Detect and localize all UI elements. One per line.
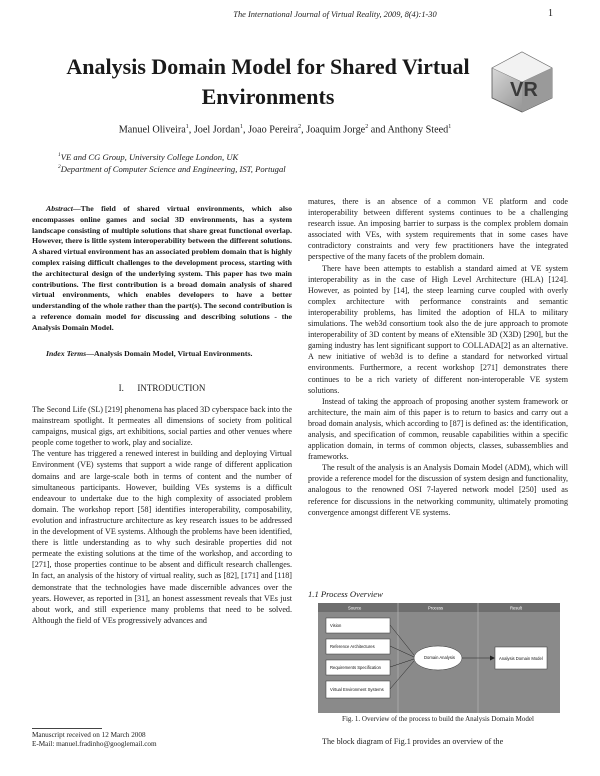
affiliation-2: $^2$Department of Computer Science and Engineering, IST, Portugal xyxy=(58,164,286,174)
right-paragraph-3: Instead of taking the approach of proposing another system framework or architecture, the main aim of this paper is to return to basics and carry out a broad domain analysis, which according to [87] is defined as: the identification, analysis, and specification of common, reusable capabilities within a specific application domain, in terms of common objects, classes, subassemblies and frameworks. xyxy=(308,396,568,462)
subsection-heading: 1.1 Process Overview xyxy=(308,589,383,599)
fig-input-4: Virtual Environment Systems xyxy=(330,687,384,692)
fig-input-1: Vision xyxy=(330,623,342,628)
footnote-rule xyxy=(32,728,102,729)
fig-header-process: Process xyxy=(428,605,444,611)
author-name: Joel Jordan xyxy=(193,124,240,136)
intro-body xyxy=(32,404,292,626)
author-affiliation-mark: 2 xyxy=(365,124,369,130)
author-name: Anthony Steed xyxy=(387,124,449,136)
footnote xyxy=(32,731,157,749)
author-name: Joao Pereira xyxy=(248,124,299,136)
author-name: Manuel Oliveira xyxy=(118,124,186,136)
right-paragraph-1: matures, there is an absence of a common VE platform and code interoperability between different systems continues to be a challenging research issue. An imposing barrier to surpass is the complex problem domain associated with VEs, with system requirements that in some cases have contradictory constraints and very few practitioners have the integrated perspective of the many facets of the problem domain. xyxy=(308,197,568,262)
author-affiliation-mark: 2 xyxy=(298,124,302,130)
right-body xyxy=(308,196,568,518)
abstract-lead: Abstract xyxy=(46,204,73,213)
fig-header-source: Source xyxy=(348,605,362,611)
author-affiliation-mark: 1 xyxy=(239,124,243,130)
received-date: Manuscript received on 12 March 2008 xyxy=(32,731,146,739)
author-email: E-Mail: manuel.fradinho@googlemail.com xyxy=(32,740,157,748)
abstract: Abstract—The field of shared virtual environments, which also encompasses online games and social 3D environments, has a system landscape consisting of multiple solutions that share great functional overlap. However, there is little system interoperability between the different solutions. A shared virtual environment has an associated problem domain that is highly complex raising difficult challenges to the development process, starting with the architectural design of the underlying system. This paper has two main contributions. The first contribution is a broad domain analysis of shared virtual environments, which enables developers to have a better understanding of the whole rather than the part(s). The second contribution is a reference domain model for discussing and describing solutions - the Analysis Domain Model. xyxy=(32,204,292,332)
section-heading: I. INTRODUCTION xyxy=(118,383,206,393)
author-affiliation-mark: 1 xyxy=(448,124,452,130)
intro-paragraph-1: The Second Life (SL) [219] phenomena has placed 3D cyberspace back into the mainstream spotlight. It permeates all dimensions of society from political campaigns, musical gigs, art exhibitions, social parties and other venues where people come together to work, play and socialize. xyxy=(32,405,292,448)
author-name: Joaquim Jorge xyxy=(306,124,366,136)
fig-process-label: Domain Analysis xyxy=(424,655,455,660)
fig-input-2: Reference Architectures xyxy=(330,644,375,649)
right-paragraph-2: There have been attempts to establish a standard aimed at VE system interoperability as in the case of High Level Architecture (HLA) [124]. However, as pointed by [14], the steep learning curve coupled with overly complex architecture with performance constraints and semantic interoperability problems, has limited the adoption of HLA to military simulations. The web3d consortium took also the de jure approach to promote interoperability of 3D content by means of eXtensible 3D (X3D) [290], but the gaming industry has lent significant support to COLLADA[2] as an alternative. A new initiative of web3d is to define a standard for networked virtual environments. Furthermore, a recent workshop [271] demonstrates there continues to be a rich variety of different non-interoperable VE system solutions. xyxy=(308,263,568,395)
affiliation-1: $^1$VE and CG Group, University College London, UK xyxy=(58,152,239,162)
fig-result-label: Analysis Domain Model xyxy=(499,656,543,661)
right-paragraph-4: The result of the analysis is an Analysis Domain Model (ADM), which will provide a reference model for the discussion of system design and functionality, analogous to the renowned OSI 7-layered network model [250] used as reference for discussions in the networking community, ultimately promoting convergence amongst different VE systems. xyxy=(308,463,568,517)
paper-title: Analysis Domain Model for Shared Virtual Environments xyxy=(66,54,470,109)
page-number: 1 xyxy=(548,8,553,19)
index-terms: Index Terms—Analysis Domain Model, Virtual Environments. xyxy=(46,349,253,358)
fig-input-3: Requirements Specification xyxy=(330,665,381,670)
logo-letters: VR xyxy=(510,79,538,101)
closing-line: The block diagram of Fig.1 provides an overview of the xyxy=(322,737,504,746)
ijvr-logo-icon xyxy=(488,50,556,114)
author-list: Manuel Oliveira$^1$, Joel Jordan$^1$, Joao Pereira$^2$, Joaquim Jorge$^2$ and Anthony Steed$^1$ xyxy=(118,124,452,136)
intro-paragraph-2: The venture has triggered a renewed interest in building and deploying Virtual Environment (VE) systems that support a wide range of different application domains and are large-scale both in terms of content and the number of simultaneous participants. However, building VEs systems is a difficult endeavour to undertake due to the high complexity of associated problem domain. The workshop report [58] identifies interoperability, composability, evolution and infrastructure architecture as key research issues to be addressed in the development of VE systems. Although the problems have been identified, there is little understanding as to why such desirable properties did not permeate the existing solutions at the time of the workshop, and according to [271], those properties continue to be absent and difficult research challenges. In fact, an analysis of the history of virtual reality, such as [82], [171] and [118] demonstrate that the technologies have made discernible advances over the years. However, as reported in [31], an honest assessment reveals that VEs just about work, and still experience many problems that need to be solved. Although the field of VEs progressively advances and xyxy=(32,449,292,625)
journal-header: The International Journal of Virtual Reality, 2009, 8(4):1-30 xyxy=(233,10,437,19)
figure-caption: Fig. 1. Overview of the process to build the Analysis Domain Model xyxy=(342,715,534,723)
fig-header-result: Result xyxy=(510,605,522,611)
author-affiliation-mark: 1 xyxy=(185,124,189,130)
figure-1 xyxy=(318,603,560,713)
